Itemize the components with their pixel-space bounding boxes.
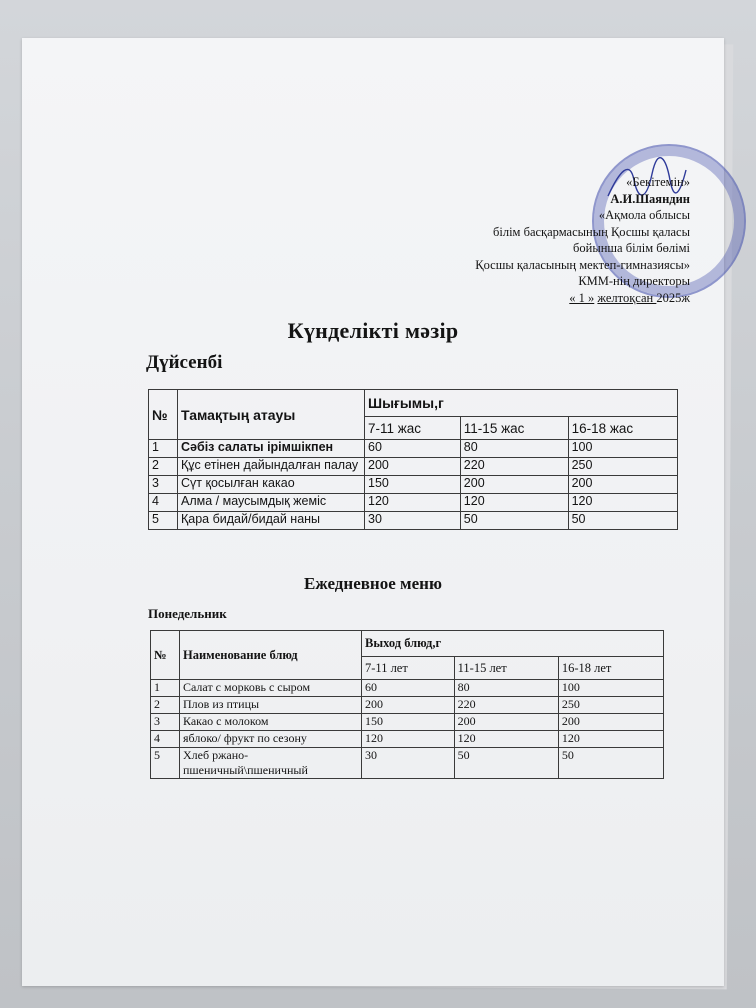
dish-name: Сүт қосылған какао bbox=[178, 476, 365, 494]
yield-value: 50 bbox=[460, 512, 568, 530]
yield-value: 120 bbox=[460, 494, 568, 512]
row-number: 1 bbox=[149, 440, 178, 458]
approval-line: Қосшы қаласының мектеп-гимназиясы» bbox=[475, 257, 690, 272]
yield-value: 80 bbox=[460, 440, 568, 458]
table-row bbox=[151, 697, 664, 714]
menu-table-kz bbox=[148, 389, 678, 530]
table-row bbox=[151, 680, 664, 697]
table-row bbox=[149, 494, 678, 512]
yield-value: 120 bbox=[558, 731, 663, 748]
header-age: 11-15 лет bbox=[454, 657, 558, 680]
dish-name: Хлеб ржано-пшеничный\пшеничный bbox=[180, 748, 362, 779]
yield-value: 50 bbox=[558, 748, 663, 779]
header-age: 7-11 жас bbox=[365, 417, 461, 440]
approval-line: білім басқармасының Қосшы қаласы bbox=[493, 224, 690, 239]
yield-value: 120 bbox=[362, 731, 455, 748]
approval-line: бойынша білім бөлімі bbox=[573, 241, 690, 255]
header-age: 7-11 лет bbox=[362, 657, 455, 680]
table-row bbox=[149, 512, 678, 530]
dish-name: Какао с молоком bbox=[180, 714, 362, 731]
day-label-ru: Понедельник bbox=[148, 606, 227, 621]
menu-table-ru bbox=[150, 630, 664, 779]
table-row bbox=[151, 714, 664, 731]
row-number: 3 bbox=[151, 714, 180, 731]
row-number: 4 bbox=[151, 731, 180, 748]
approval-date bbox=[475, 290, 690, 307]
yield-value: 200 bbox=[568, 476, 677, 494]
header-age: 16-18 лет bbox=[558, 657, 663, 680]
row-number: 5 bbox=[151, 748, 180, 779]
page-title-kz: Күнделікті мәзір bbox=[287, 318, 459, 343]
yield-value: 60 bbox=[362, 680, 455, 697]
yield-value: 220 bbox=[454, 697, 558, 714]
header-yield: Выход блюд,г bbox=[362, 631, 664, 657]
yield-value: 30 bbox=[362, 748, 455, 779]
approval-date-day: « 1 » bbox=[569, 290, 595, 305]
header-dish-name: Наименование блюд bbox=[180, 631, 362, 680]
yield-value: 200 bbox=[460, 476, 568, 494]
yield-value: 30 bbox=[365, 512, 461, 530]
table-row bbox=[149, 440, 678, 458]
document-page bbox=[22, 38, 724, 986]
row-number: 2 bbox=[149, 458, 178, 476]
approval-block bbox=[475, 174, 690, 306]
header-yield: Шығымы,г bbox=[365, 390, 678, 417]
yield-value: 120 bbox=[454, 731, 558, 748]
yield-value: 220 bbox=[460, 458, 568, 476]
header-age: 16-18 жас bbox=[568, 417, 677, 440]
table-row bbox=[151, 748, 664, 779]
dish-name: Сәбіз салаты ірімшікпен bbox=[178, 440, 365, 458]
dish-name: Алма / маусымдық жеміс bbox=[178, 494, 365, 512]
yield-value: 250 bbox=[558, 697, 663, 714]
approval-line: КММ-нің директоры bbox=[578, 274, 690, 288]
table-row bbox=[151, 731, 664, 748]
yield-value: 250 bbox=[568, 458, 677, 476]
dish-name: яблоко/ фрукт по сезону bbox=[180, 731, 362, 748]
yield-value: 80 bbox=[454, 680, 558, 697]
header-number: № bbox=[149, 390, 178, 440]
dish-name: Салат с морковь с сыром bbox=[180, 680, 362, 697]
header-dish-name: Тамақтың атауы bbox=[178, 390, 365, 440]
day-label-kz: Дүйсенбі bbox=[146, 352, 223, 373]
table-row bbox=[149, 476, 678, 494]
row-number: 4 bbox=[149, 494, 178, 512]
yield-value: 60 bbox=[365, 440, 461, 458]
yield-value: 200 bbox=[558, 714, 663, 731]
row-number: 3 bbox=[149, 476, 178, 494]
yield-value: 150 bbox=[362, 714, 455, 731]
dish-name: Құс етінен дайындалған палау bbox=[178, 458, 365, 476]
dish-name: Плов из птицы bbox=[180, 697, 362, 714]
yield-value: 100 bbox=[558, 680, 663, 697]
yield-value: 200 bbox=[454, 714, 558, 731]
page-title-ru: Ежедневное меню bbox=[304, 574, 442, 593]
row-number: 5 bbox=[149, 512, 178, 530]
approval-director-name: А.И.Шаяндин bbox=[610, 191, 690, 206]
yield-value: 50 bbox=[454, 748, 558, 779]
yield-value: 100 bbox=[568, 440, 677, 458]
yield-value: 200 bbox=[362, 697, 455, 714]
yield-value: 120 bbox=[568, 494, 677, 512]
approval-line: «Ақмола облысы bbox=[598, 208, 690, 222]
yield-value: 150 bbox=[365, 476, 461, 494]
approval-date-month: желтоқсан bbox=[597, 290, 657, 305]
dish-name: Қара бидай/бидай наны bbox=[178, 512, 365, 530]
header-number: № bbox=[151, 631, 180, 680]
approval-date-year: 2025ж bbox=[656, 290, 690, 305]
yield-value: 200 bbox=[365, 458, 461, 476]
approval-approved: «Бекітемін» bbox=[626, 175, 690, 189]
header-age: 11-15 жас bbox=[460, 417, 568, 440]
yield-value: 50 bbox=[568, 512, 677, 530]
row-number: 1 bbox=[151, 680, 180, 697]
yield-value: 120 bbox=[365, 494, 461, 512]
row-number: 2 bbox=[151, 697, 180, 714]
table-row bbox=[149, 458, 678, 476]
